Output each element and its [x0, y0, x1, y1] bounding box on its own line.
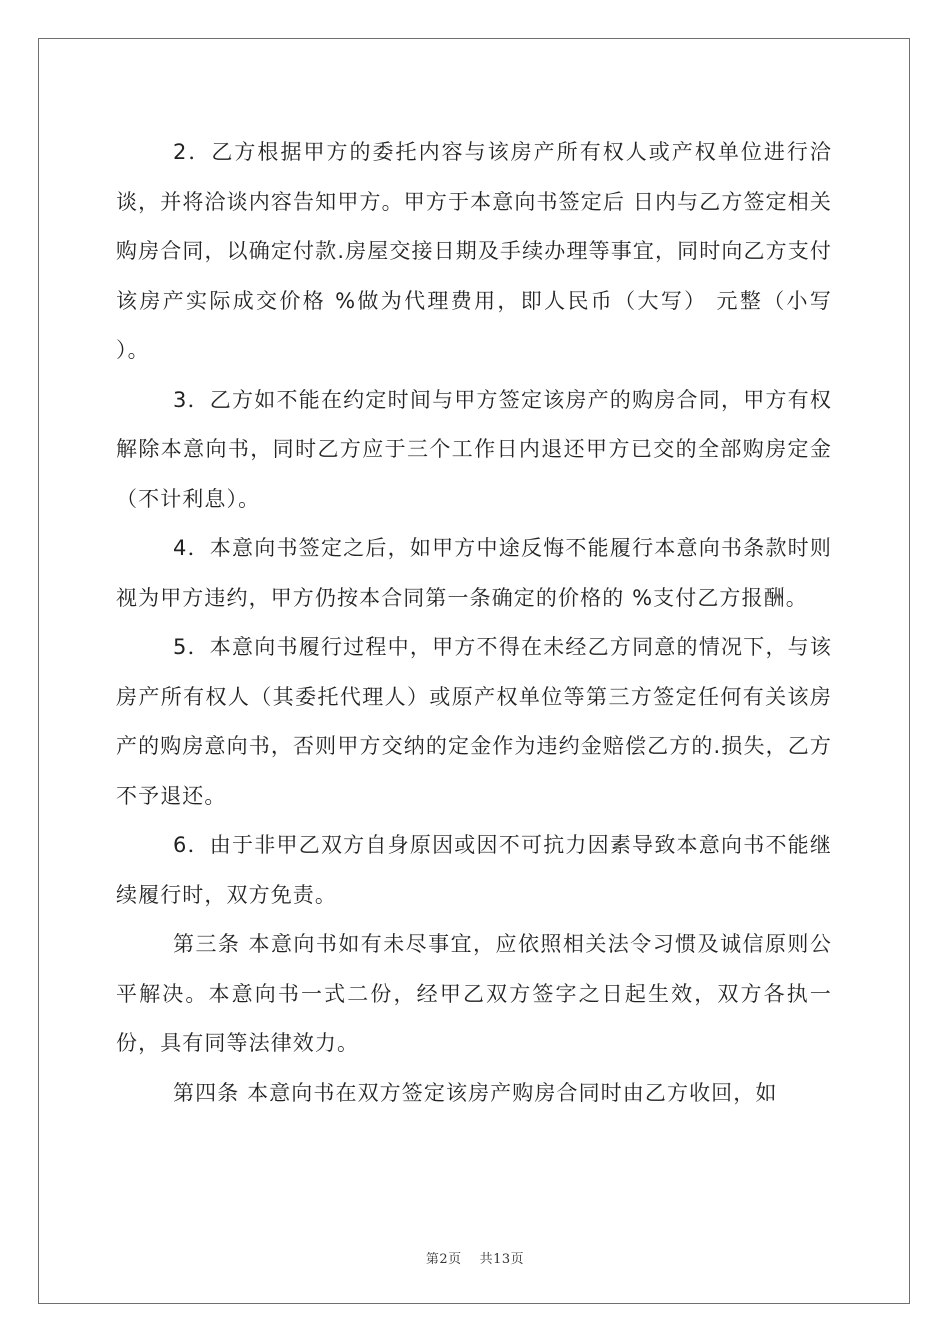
paragraph-article-4: 第四条 本意向书在双方签定该房产购房合同时由乙方收回，如: [173, 1080, 778, 1105]
paragraph-clause-5: 5．本意向书履行过程中，甲方不得在未经乙方同意的情况下，与该房产所有权人（其委托代理人）或原产权单位等第三方签定任何有关该房产的购房意向书，否则甲方交纳的定金作为违约金赔偿乙方的.损失，乙方不予退还。: [116, 635, 832, 808]
paragraph-clause-4: 4．本意向书签定之后，如甲方中途反悔不能履行本意向书条款时则视为甲方违约，甲方仍按本合同第一条确定的价格的 %支付乙方报酬。: [116, 536, 832, 610]
page-footer: [0, 1248, 950, 1267]
paragraph-article-3: 第三条 本意向书如有未尽事宜，应依照相关法令习惯及诚信原则公平解决。本意向书一式二份，经甲乙双方签字之日起生效，双方各执一份，具有同等法律效力。: [116, 932, 832, 1055]
document-body: [116, 128, 832, 1118]
paragraph-clause-3: 3．乙方如不能在约定时间与甲方签定该房产的购房合同，甲方有权解除本意向书，同时乙方应于三个工作日内退还甲方已交的全部购房定金（不计利息）。: [116, 387, 832, 511]
paragraph-clause-2: 2．乙方根据甲方的委托内容与该房产所有权人或产权单位进行洽谈，并将洽谈内容告知甲方。甲方于本意向书签定后 日内与乙方签定相关购房合同，以确定付款.房屋交接日期及手续办理等事宜，同时向乙方支付该房产实际成交价格 %做为代理费用，即人民币（大写） 元整（小写 ）。: [116, 140, 832, 362]
page-number-current: 第2页: [425, 1252, 462, 1267]
page-number-total: 共13页: [479, 1252, 525, 1267]
paragraph-clause-6: 6．由于非甲乙双方自身原因或因不可抗力因素导致本意向书不能继续履行时，双方免责。: [116, 833, 832, 907]
